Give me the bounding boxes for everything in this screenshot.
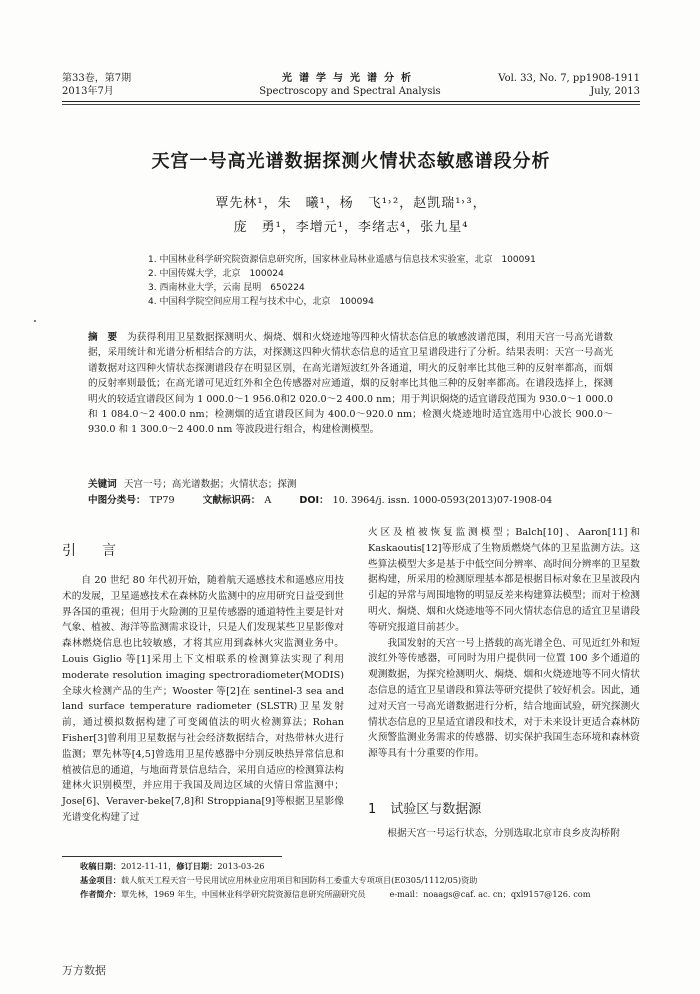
volume-pages: Vol. 33, No. 7, pp1908-1911 [498,73,640,84]
author-bio-text: 覃先林，1969 年生，中国林业科学研究院资源信息研究所副研究员 [120,889,366,899]
affiliation-item: 2. 中国传媒大学，北京 100024 [148,269,284,279]
fund-label: 基金项目： [80,875,121,885]
affiliation-item: 4. 中国科学院空间应用工程与技术中心，北京 100094 [148,297,374,307]
abstract-label: 摘 要 [88,332,118,343]
body-column-right [368,525,640,762]
revised-label: 修订日期： [176,861,218,871]
section-title: 试验区与数据源 [390,802,482,817]
author-bio-label: 作者简介： [80,889,121,899]
doi-value: 10. 3964/j. issn. 1000-0593(2013)07-1908-04 [332,495,553,506]
volume-issue: 第33卷，第7期 [62,73,132,84]
abstract [88,330,613,438]
keywords-text: 天宫一号；高光谱数据；火情状态；探测 [123,479,297,490]
journal-name-cn: 光谱学与光谱分析 [282,73,418,84]
affiliation-item: 1. 中国林业科学研究院资源信息研究所，国家林业局林业遥感与信息技术实验室，北京 100091 [148,255,536,265]
section-heading-1 [368,798,481,817]
paragraph: 我国发射的天宫一号上搭载的高光谱全色、可见近红外和短波红外等传感器，可同时为用户提供同一位置 100 多个通道的观测数据，为探究检测明火、焖烧、烟和火烧迹地等不同火情状态信息的适宜卫星谱段和算法等研究提供了较好机会。因此，通过对天宫一号高光谱数据进行分析，结合地面试验，研究探测火情状态信息的卫星适宜谱段和技术，对于未来设计更适合森林防火预警监测业务需求的传感器、切实保护我国生态环境和森林资源等具有十分重要的作用。 [368,637,640,760]
received-date: 2012-11-11， [120,861,177,871]
class-number-value: TP79 [149,495,175,506]
journal-name [250,72,450,98]
doc-code-label: 文献标识码： [202,495,261,506]
keywords-block [88,477,613,509]
journal-volume-info-en [480,72,640,98]
journal-volume-info [62,72,182,98]
paragraph: 自 20 世纪 80 年代初开始，随着航天遥感技术和遥感应用技术的发展，卫星遥感技术在森林防火监测中的应用研究日益受到世界各国的重视；但用于火险测的卫星传感器的通道特性主要是针对气象、植被、海洋等监测需求设计，只是人们发现某些卫星影像对森林燃烧信息也比较敏感，才将其应用到森林火灾监测业务中。Louis Giglio 等[1]采用上下文相联系的检测算法实现了利用 moderate resolution imaging spectroradiometer(MODIS)全球火检测产品的生产；Wooster 等[2]在 sentinel-3 sea and land surface temperature radiometer (SLSTR)卫星发射前，通过模拟数据构建了可变阈值法的明火检测算法；Rohan Fisher[3]曾利用卫星数据与社会经济数据结合，对热带林火进行监测；覃先林等[4,5]曾选用卫星传感器中分别反映热异常信息和植被信息的通道，与地面背景信息结合，采用自适应的检测算法构建林火识别模型，并应用于我国及周边区域的火情日常监测中；Jose[6]、Veraver-beke[7,8]和 Stroppiana[9]等根据卫星影像光谱变化构建了过 [62,575,344,823]
paragraph: 火区及植被恢复监测模型；Balch[10]、Aaron[11]和Kaskaoutis[12]等形成了生物质燃烧气体的卫星监测方法。这些算法模型大多是基于中低空间分辨率、高时间分辨率的卫星数据构建，所采用的检测原理基本都是根据目标对象在卫星波段内引起的异常与周围地物的明显反差来构建算法模型；而对于检测明火、焖烧、烟和火烧迹地等不同火情状态信息的适宜卫星谱段等研究报道目前甚少。 [368,527,640,633]
header-rule [62,101,640,102]
body-column-right-tail [368,826,640,842]
journal-name-en: Spectroscopy and Spectral Analysis [259,86,441,97]
issue-date-cn: 2013年7月 [62,86,114,97]
author-list-line-1: 覃先林¹，朱 曦¹，杨 飞¹˒²，赵凯瑞¹˒³， [215,196,487,211]
author-list-line-2: 庞 勇¹，李增元¹，李绪志⁴，张九星⁴ [233,220,469,235]
paragraph: 根据天宫一号运行状态，分别选取北京市良乡皮沟桥附 [387,828,620,839]
section-heading-introduction: 引 言 [62,543,122,559]
scan-speck [34,320,36,322]
body-column-left [62,573,344,826]
issue-date-en: July, 2013 [590,86,640,97]
class-number-label: 中图分类号： [88,495,146,506]
revised-date: 2013-03-26 [217,861,265,871]
fund-text: 载人航天工程天宫一号民用试应用林业应用项目和国防科工委重大专项项目(E0305/1112/05)资助 [120,875,478,885]
doc-code-value: A [264,495,272,506]
header-rule-thin [62,104,640,105]
doi-label: DOI： [299,495,329,506]
watermark: 万方数据 [62,964,106,977]
footnote-rule [62,856,282,857]
abstract-text: 为获得利用卫星数据探测明火、焖烧、烟和火烧迹地等四种火情状态信息的敏感波谱范围，利用天宫一号高光谱数据，采用统计和光谱分析相结合的方法，对探测这四种火情状态信息的适宜卫星谱段进行了分析。结果表明：天宫一号高光谱数据对这四种火情状态探测谱段存在明显区别，在高光谱短波红外各通道，明火的反射率比其他三种的反射率都高，而烟的反射率则最低；在高光谱可见近红外和全色传感器对应通道，烟的反射率比其他三种的反射率都高。在谱段选择上，探测明火的较适宜谱段区间为 1 000.0～1 956.0和2 020.0～2 400.0 nm；用于判识焖烧的适宜谱段范围为 930.0～1 000.0 和 1 084.0～2 400.0 nm；检测烟的适宜谱段区间为 400.0～920.0 nm；检测火烧迹地时适宜选用中心波长 900.0～930.0 和 1 300.0～2 400.0 nm 等波段进行组合，构建检测模型。 [88,332,614,436]
author-email: e-mail：noaags@caf. ac. cn；qxl9157@126. com [389,889,591,899]
section-number: 1 [368,802,377,817]
affiliation-item: 3. 西南林业大学，云南 昆明 650224 [148,283,305,293]
affiliations [148,253,618,309]
received-label: 收稿日期： [80,861,121,871]
footnotes [80,859,640,901]
paper-title: 天宫一号高光谱数据探测火情状态敏感谱段分析 [151,151,551,172]
keywords-label: 关键词 [88,479,117,490]
